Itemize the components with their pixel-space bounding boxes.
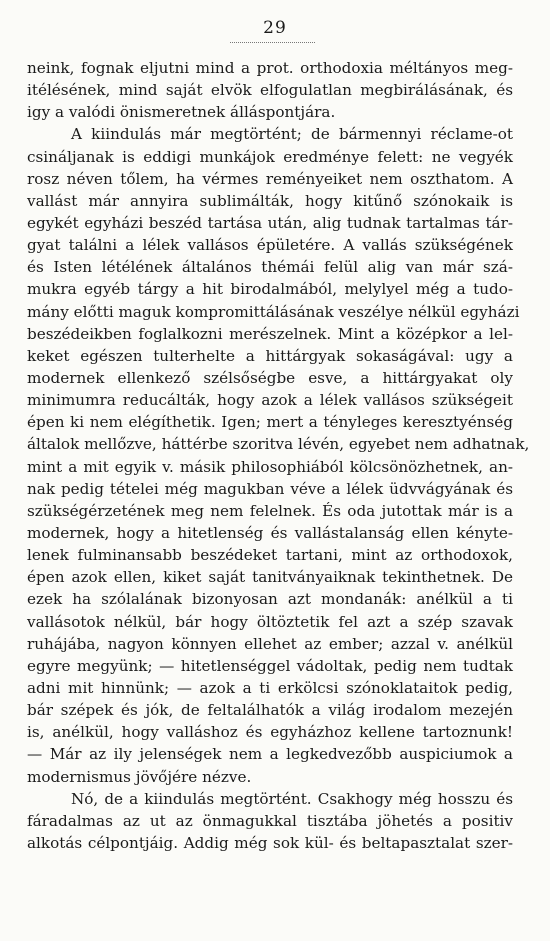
text-line: szükségérzetének meg nem felelnek. És oda jutottak már is a: [27, 501, 513, 520]
text-line: mány előtti maguk kompromittálásának veszélye nélkül egyházi: [27, 302, 520, 321]
text-line: modernek, hogy a hitetlenség és vallástalanság ellen kénytе-: [27, 523, 513, 542]
text-line: épen ki nem elégíthetik. Igen; mert a tényleges keresztyénség: [27, 413, 513, 432]
text-line: egykét egyházi beszéd tartása után, alig tudnak tartalmas tár-: [27, 213, 513, 232]
text-line: neink, fognak eljutni mind a prot. orthodoxia méltányos meg-: [27, 59, 513, 77]
text-line: — Már az ily jelenségek nem a legkedvezőbb auspiciumok a: [27, 745, 513, 764]
text-line: rosz néven tőlem, ha vérmes reményeiket nem oszthatom. A: [27, 169, 513, 188]
text-line: épen azok ellen, kiket saját tanitványaiknak tekinthetnek. De: [27, 568, 513, 587]
text-line: bár szépek és jók, de feltalálhatók a világ irodalom mezején: [27, 701, 513, 720]
text-line: igy a valódi önismeretnek álláspontjára.: [27, 103, 336, 122]
body-text: [27, 57, 530, 854]
text-line: vallásotok nélkül, bár hogy öltöztetik fel azt a szép szavak: [27, 612, 513, 631]
text-line: minimumra reducálták, hogy azok a lélek vallásos szükségeit: [27, 391, 513, 410]
text-line: adni mit hinnünk; — azok a ti erkölcsi szónoklataitok pedig,: [27, 678, 513, 697]
page-number-rule: [230, 42, 315, 45]
text-line: mukra egyéb tárgy a hit birodalmából, melylyel még a tudo-: [27, 280, 513, 299]
text-line: modernek ellenkező szélsőségbe esve, a hittárgyakat oly: [27, 368, 513, 387]
text-line: alkotás célpontjáig. Addig még sok kül- és beltapasztalat szer-: [27, 833, 513, 852]
text-line: is, anélkül, hogy valláshoz és egyházhoz kellene tartoznunk!: [27, 723, 513, 742]
text-line: nak pedig tételei még magukban véve a lélek üdvvágyának és: [27, 479, 513, 498]
text-line: A kiindulás már megtörtént; de bármennyi réclame-ot: [71, 125, 513, 144]
text-line: egyre megyünk; — hitetlenséggel vádoltak, pedig nem tudtak: [27, 656, 513, 675]
text-line: csináljanak is eddigi munkájok eredménye felett: ne vegyék: [27, 147, 513, 166]
text-line: mint a mit egyik v. másik philosophiából kölcsönözhetnek, an-: [27, 457, 513, 476]
text-line: vallást már annyira sublimálták, hogy kitűnő szónokaik is: [27, 191, 513, 210]
text-line: lenek fulminansabb beszédeket tartani, mint az orthodoxok,: [27, 546, 513, 565]
text-line: itélésének, mind saját elvök elfogulatlan megbirálásának, és: [27, 81, 513, 100]
text-line: fáradalmas az ut az önmagukkal tisztába jöhetés a positiv: [27, 811, 513, 830]
text-line: beszédeikben foglalkozni merészelnek. Mint a középkor a lel-: [27, 324, 513, 343]
text-line: ezek ha szólalának bizonyosan azt mondanák: anélkül a ti: [27, 590, 513, 609]
text-line: általok mellőzve, háttérbe szoritva lévén, egyebet nem adhatnak,: [27, 435, 530, 454]
text-line: és Isten létélének általános thémái felül alig van már szá-: [27, 258, 513, 277]
text-line: keket egészen tulterhelte a hittárgyak sokaságával: ugy a: [27, 346, 513, 365]
text-line: modernismus jövőjére nézve.: [27, 767, 252, 786]
text-line: gyat találni a lélek vallásos épületére. A vallás szükségének: [27, 236, 513, 255]
page-number: 29: [263, 18, 287, 38]
text-line: ruhájába, nagyon könnyen ellehet az ember; azzal v. anélkül: [27, 634, 513, 653]
text-line: Nó, de a kiindulás megtörtént. Csakhogy még hosszu és: [71, 789, 513, 808]
